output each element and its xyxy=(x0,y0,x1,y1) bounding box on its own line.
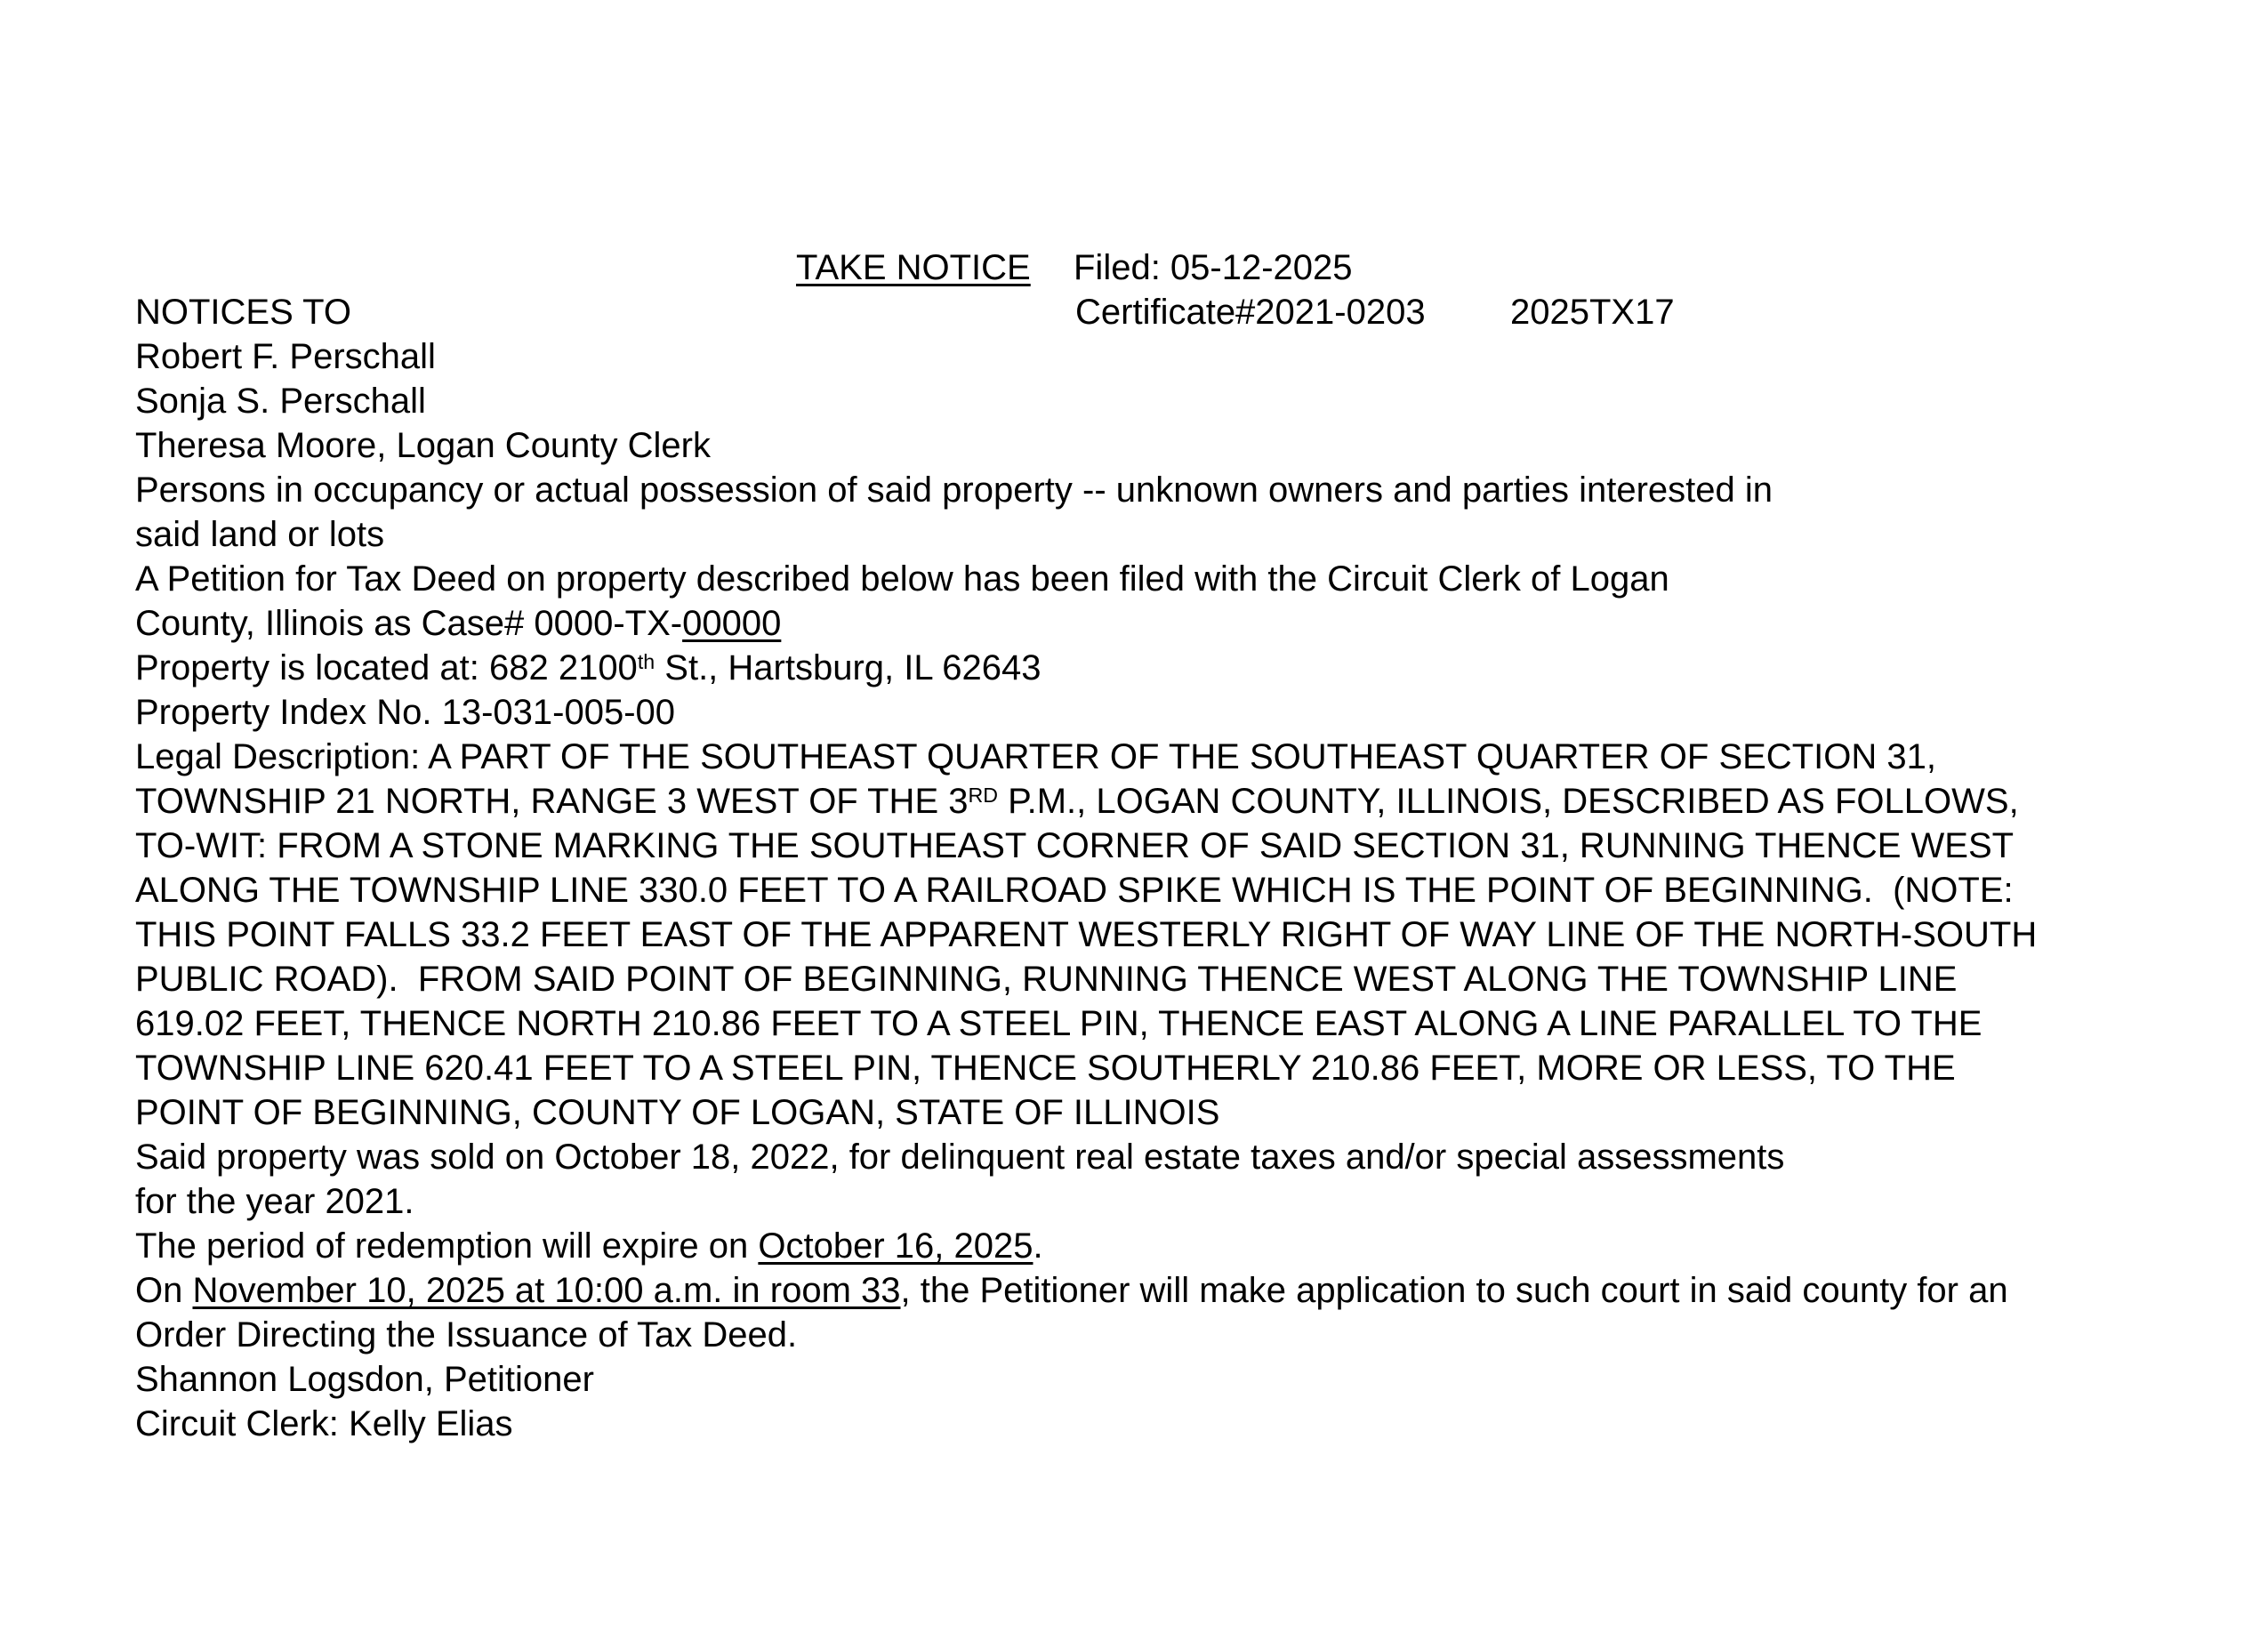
text-segment: Said property was sold on October 18, 2022, for delinquent real estate taxes and/or special assessments xyxy=(135,1138,1785,1177)
document-line xyxy=(135,1046,2037,1090)
underlined-text: October 16, 2025 xyxy=(758,1226,1033,1266)
underlined-text: November 10, 2025 at 10:00 a.m. in room 33 xyxy=(192,1271,901,1310)
document-line xyxy=(135,868,2037,912)
document-line xyxy=(135,1001,2037,1046)
text-segment: . xyxy=(1033,1226,1043,1266)
notices-to-label: NOTICES TO xyxy=(135,293,352,332)
text-segment: Property is located at: 682 2100 xyxy=(135,648,638,687)
document-line xyxy=(135,1090,2037,1135)
underlined-text: 00000 xyxy=(682,604,782,643)
text-segment: TO-WIT: FROM A STONE MARKING THE SOUTHEAST CORNER OF SAID SECTION 31, RUNNING THENCE WEST xyxy=(135,826,2015,865)
document-line xyxy=(135,601,2037,646)
document-line xyxy=(135,512,2037,557)
document-line xyxy=(135,468,2037,512)
document-line xyxy=(135,912,2037,957)
text-segment: A Petition for Tax Deed on property described below has been filed with the Circuit Clerk of Logan xyxy=(135,559,1669,599)
text-segment: The period of redemption will expire on xyxy=(135,1226,759,1266)
document-line xyxy=(135,735,2037,779)
text-segment: P.M., LOGAN COUNTY, ILLINOIS, DESCRIBED AS FOLLOWS, xyxy=(997,782,2019,821)
document-line xyxy=(135,1224,2037,1268)
text-segment: On xyxy=(135,1271,193,1310)
text-segment: County, Illinois as Case# 0000-TX- xyxy=(135,604,683,643)
text-segment: TOWNSHIP LINE 620.41 FEET TO A STEEL PIN, THENCE SOUTHERLY 210.86 FEET, MORE OR LESS, TO THE xyxy=(135,1049,1956,1088)
text-segment: Property Index No. 13-031-005-00 xyxy=(135,693,676,732)
text-segment: ALONG THE TOWNSHIP LINE 330.0 FEET TO A RAILROAD SPIKE WHICH IS THE POINT OF BEGINNING. (NOTE: xyxy=(135,871,2014,910)
document-line xyxy=(135,1357,2037,1402)
document-line xyxy=(135,1402,2037,1446)
text-segment: St., Hartsburg, IL 62643 xyxy=(655,648,1042,687)
document-line xyxy=(135,646,2037,690)
document-body xyxy=(135,334,2037,1446)
text-segment: Shannon Logsdon, Petitioner xyxy=(135,1360,594,1399)
document-line xyxy=(135,779,2037,824)
document-line xyxy=(135,1179,2037,1224)
document-line xyxy=(135,1135,2037,1179)
certificate-number: Certificate#2021-0203 xyxy=(1075,293,1426,332)
document-line xyxy=(135,423,2037,468)
document-line xyxy=(135,824,2037,868)
document-line xyxy=(135,1268,2037,1313)
text-segment: said land or lots xyxy=(135,515,385,554)
text-segment: POINT OF BEGINNING, COUNTY OF LOGAN, STATE OF ILLINOIS xyxy=(135,1093,1220,1132)
superscript-text: th xyxy=(637,650,655,674)
superscript-text: RD xyxy=(968,784,998,808)
text-segment: TOWNSHIP 21 NORTH, RANGE 3 WEST OF THE 3 xyxy=(135,782,969,821)
text-segment: Robert F. Perschall xyxy=(135,337,436,376)
document-line xyxy=(135,334,2037,379)
text-segment: Order Directing the Issuance of Tax Deed. xyxy=(135,1315,798,1355)
document-line xyxy=(135,690,2037,735)
text-segment: Circuit Clerk: Kelly Elias xyxy=(135,1404,513,1443)
text-segment: Sonja S. Perschall xyxy=(135,382,426,421)
text-segment: for the year 2021. xyxy=(135,1182,414,1221)
text-segment: Theresa Moore, Logan County Clerk xyxy=(135,426,711,465)
text-segment: Legal Description: A PART OF THE SOUTHEAST QUARTER OF THE SOUTHEAST QUARTER OF SECTION 31, xyxy=(135,737,1936,776)
text-segment: PUBLIC ROAD). FROM SAID POINT OF BEGINNING, RUNNING THENCE WEST ALONG THE TOWNSHIP LINE xyxy=(135,960,1958,999)
document-line xyxy=(135,957,2037,1001)
text-segment: THIS POINT FALLS 33.2 FEET EAST OF THE APPARENT WESTERLY RIGHT OF WAY LINE OF THE NORTH-SOUTH xyxy=(135,915,2038,954)
text-segment: Persons in occupancy or actual possession of said property -- unknown owners and parties interested in xyxy=(135,470,1773,510)
document-line xyxy=(135,1313,2037,1357)
document-line xyxy=(135,379,2037,423)
text-segment: , the Petitioner will make application to such court in said county for an xyxy=(900,1271,2008,1310)
document-title: TAKE NOTICE xyxy=(796,248,1031,287)
text-segment: 619.02 FEET, THENCE NORTH 210.86 FEET TO A STEEL PIN, THENCE EAST ALONG A LINE PARALLEL TO THE xyxy=(135,1004,1982,1043)
docket-number: 2025TX17 xyxy=(1510,293,1675,332)
document-line xyxy=(135,557,2037,601)
filed-date: Filed: 05-12-2025 xyxy=(1074,248,1353,287)
